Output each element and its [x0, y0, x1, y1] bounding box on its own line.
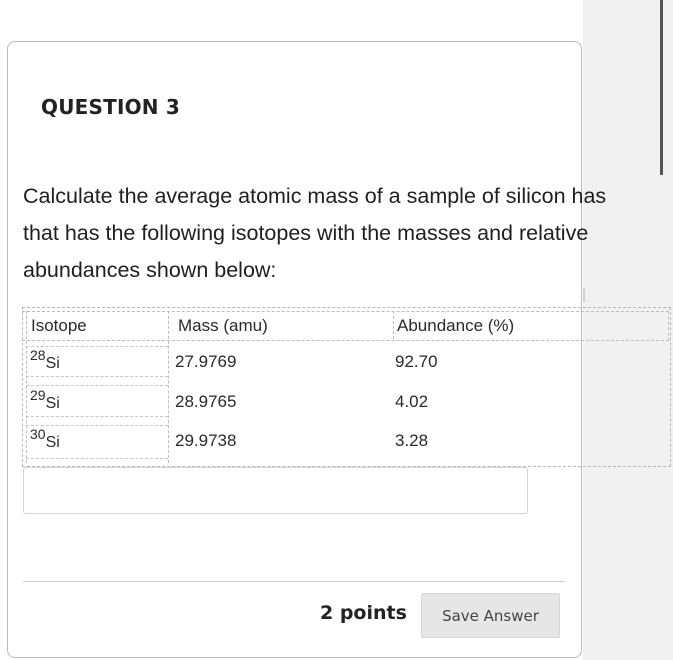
table-row-divider — [26, 376, 168, 377]
isotope-cell — [30, 387, 60, 412]
abundance-cell: 3.28 — [395, 431, 429, 450]
mass-cell: 29.9738 — [175, 431, 237, 450]
mass-cell: 27.9769 — [175, 352, 237, 371]
table-header-row — [22, 311, 669, 341]
question-title: QUESTION 3 — [41, 95, 181, 119]
gutter-divider — [583, 288, 585, 302]
element-symbol: Si — [45, 395, 60, 412]
element-symbol: Si — [45, 434, 60, 451]
mass-number: 28 — [30, 347, 46, 363]
abundance-cell: 4.02 — [395, 392, 429, 411]
mass-number: 30 — [30, 426, 46, 442]
mass-cell: 28.9765 — [175, 392, 237, 411]
table-header-isotope: Isotope — [31, 316, 87, 335]
table-row-divider — [26, 346, 168, 347]
save-answer-button[interactable]: Save Answer — [421, 593, 560, 638]
points-label: 2 points — [320, 602, 407, 624]
question-text-line: that has the following isotopes with the masses and relative — [23, 221, 589, 245]
answer-input[interactable] — [23, 467, 528, 514]
table-row-divider — [26, 385, 168, 386]
table-column-divider — [393, 311, 394, 339]
table-row-divider — [26, 458, 168, 459]
mass-number: 29 — [30, 387, 46, 403]
table-header-abundance: Abundance (%) — [397, 316, 515, 335]
element-symbol: Si — [45, 355, 60, 372]
scrollbar-thumb[interactable] — [660, 0, 663, 175]
isotope-cell — [30, 347, 60, 372]
question-text-line: abundances shown below: — [23, 258, 277, 282]
isotope-cell — [30, 426, 60, 451]
abundance-cell: 92.70 — [395, 352, 438, 371]
table-row-divider — [26, 416, 168, 417]
question-text-line: Calculate the average atomic mass of a sample of silicon has — [23, 184, 607, 208]
table-column-divider — [168, 311, 169, 463]
footer-divider — [23, 581, 565, 582]
table-border — [26, 311, 27, 463]
table-header-mass: Mass (amu) — [178, 316, 268, 335]
table-row-divider — [26, 425, 168, 426]
question-text — [23, 178, 673, 289]
